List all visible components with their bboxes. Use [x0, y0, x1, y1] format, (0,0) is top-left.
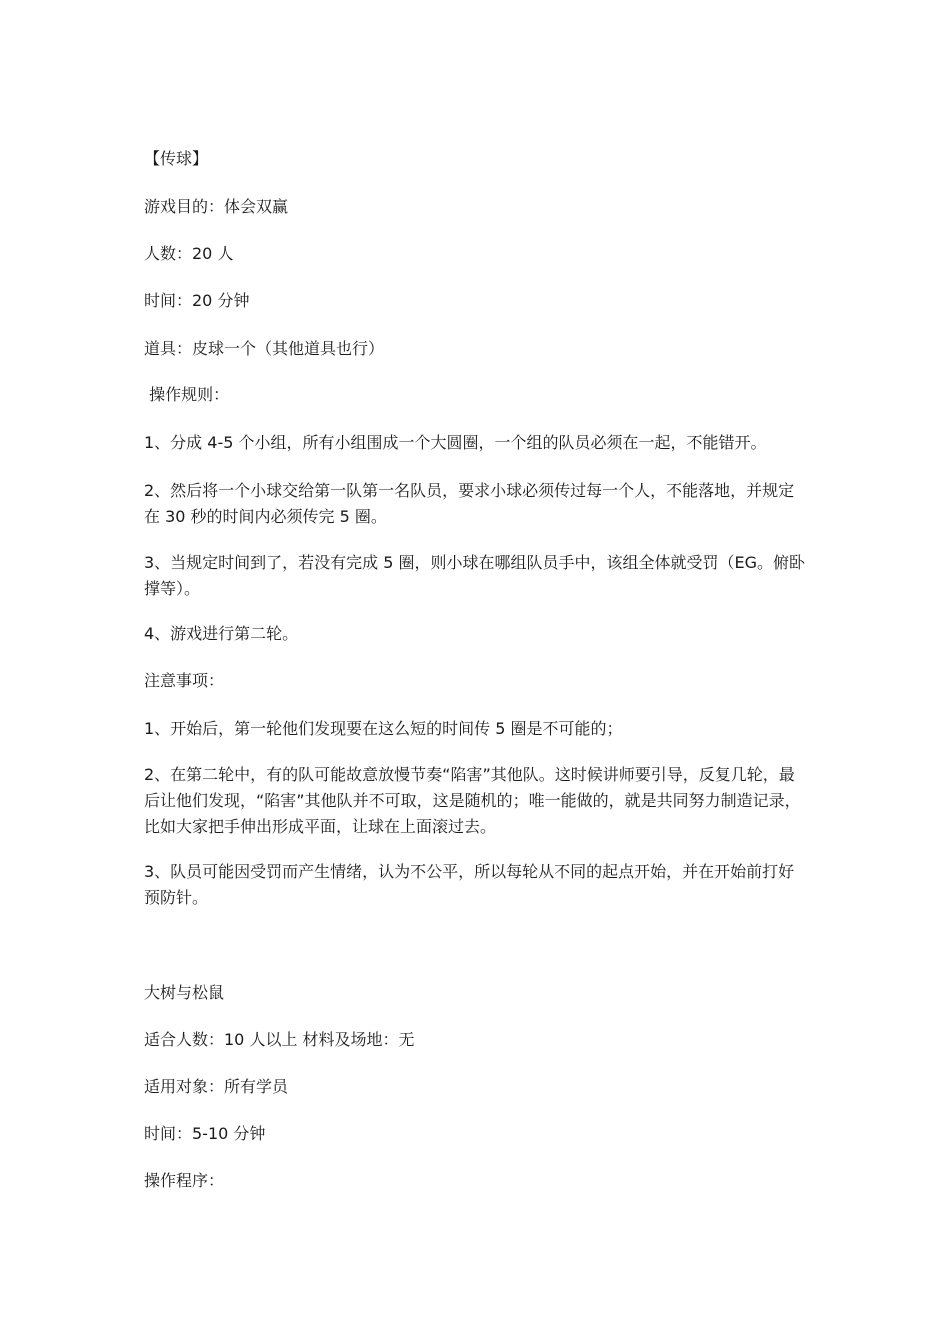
note-item: 2、在第二轮中，有的队可能故意放慢节奏“陷害”其他队。这时候讲师要引导，反复几轮，最后让他们发现，“陷害”其他队并不可取，这是随机的；唯一能做的，就是共同努力制造记录，比如大家把手伸出形成平面，让球在上面滚过去。 — [144, 765, 801, 836]
rule-item: 1、分成 4-5 个小组，所有小组围成一个大圆圈，一个组的队员必须在一起，不能错开。 — [144, 433, 767, 452]
rule-item: 4、游戏进行第二轮。 — [144, 624, 299, 643]
props: 道具：皮球一个（其他道具也行） — [144, 339, 385, 358]
target-audience: 适用对象：所有学员 — [144, 1077, 289, 1096]
people-and-materials: 适合人数：10 人以上 材料及场地：无 — [144, 1030, 415, 1049]
note-item: 3、队员可能因受罚而产生情绪，认为不公平，所以每轮从不同的起点开始，并在开始前打好预防针。 — [144, 862, 795, 907]
game-title: 大树与松鼠 — [144, 983, 225, 1002]
duration: 时间：20 分钟 — [144, 291, 250, 310]
note-item: 1、开始后，第一轮他们发现要在这么短的时间传 5 圈是不可能的； — [144, 719, 623, 738]
rule-item: 3、当规定时间到了，若没有完成 5 圈，则小球在哪组队员手中，该组全体就受罚（EG。俯卧撑等）。 — [144, 553, 806, 598]
rules-heading: 操作规则： — [144, 385, 230, 404]
section-heading: 【传球】 — [144, 149, 209, 168]
duration: 时间：5-10 分钟 — [144, 1124, 266, 1143]
game-purpose: 游戏目的：体会双赢 — [144, 197, 289, 216]
rule-item: 2、然后将一个小球交给第一队第一名队员，要求小球必须传过每一个人，不能落地，并规定在 30 秒的时间内必须传完 5 圈。 — [144, 481, 795, 526]
player-count: 人数：20 人 — [144, 244, 234, 263]
notes-heading: 注意事项： — [144, 671, 225, 690]
procedure-heading: 操作程序： — [144, 1171, 225, 1190]
